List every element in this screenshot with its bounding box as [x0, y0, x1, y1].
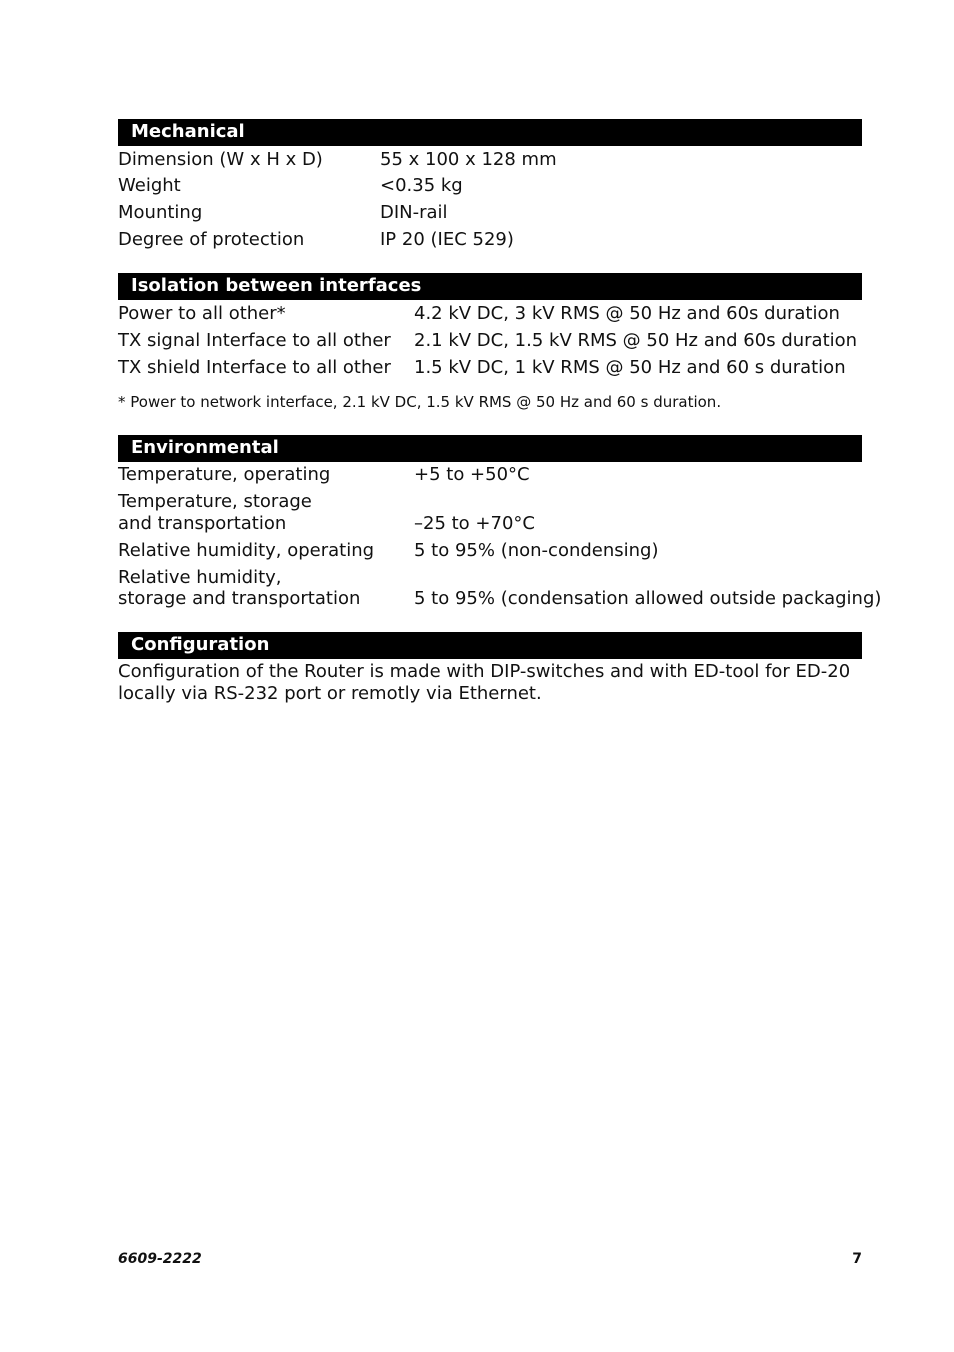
spec-label: Temperature, storage [118, 491, 312, 512]
spec-value: 4.2 kV DC, 3 kV RMS @ 50 Hz and 60s duration [414, 303, 840, 324]
configuration-text: Configuration of the Router is made with DIP-switches and with ED-tool for ED-20 locally via RS-232 port or remotly via Ethernet. [118, 661, 851, 704]
spec-value: IP 20 (IEC 529) [380, 229, 514, 250]
spec-label: storage and transportation [118, 588, 361, 609]
footnote: * Power to network interface, 2.1 kV DC, 1.5 kV RMS @ 50 Hz and 60 s duration. [118, 393, 722, 411]
spec-label: Weight [118, 175, 181, 196]
spec-value: 5 to 95% (non-condensing) [414, 540, 659, 561]
isolation-heading: Isolation between interfaces [118, 273, 862, 300]
spec-label: Relative humidity, [118, 567, 282, 588]
document-number: 6609-2222 [118, 1251, 202, 1267]
page-number: 7 [852, 1251, 862, 1267]
spec-value: 5 to 95% (condensation allowed outside packaging) [414, 588, 882, 609]
spec-value: <0.35 kg [380, 175, 463, 196]
spec-label: Relative humidity, operating [118, 540, 375, 561]
spec-label: TX shield Interface to all other [118, 357, 391, 378]
spec-value: DIN-rail [380, 202, 448, 223]
spec-label: TX signal Interface to all other [118, 330, 391, 351]
spec-label: Mounting [118, 202, 203, 223]
spec-label: Power to all other* [118, 303, 286, 324]
spec-value: 1.5 kV DC, 1 kV RMS @ 50 Hz and 60 s duration [414, 357, 846, 378]
spec-label: Temperature, operating [118, 464, 331, 485]
spec-value: 2.1 kV DC, 1.5 kV RMS @ 50 Hz and 60s duration [414, 330, 858, 351]
mechanical-heading: Mechanical [118, 119, 862, 146]
spec-label: and transportation [118, 513, 287, 534]
spec-value: +5 to +50°C [414, 464, 530, 485]
environmental-heading: Environmental [118, 435, 862, 462]
spec-value: –25 to +70°C [414, 513, 535, 534]
spec-label: Degree of protection [118, 229, 305, 250]
configuration-heading: Configuration [118, 632, 862, 659]
spec-value: 55 x 100 x 128 mm [380, 149, 557, 170]
spec-label: Dimension (W x H x D) [118, 149, 323, 170]
